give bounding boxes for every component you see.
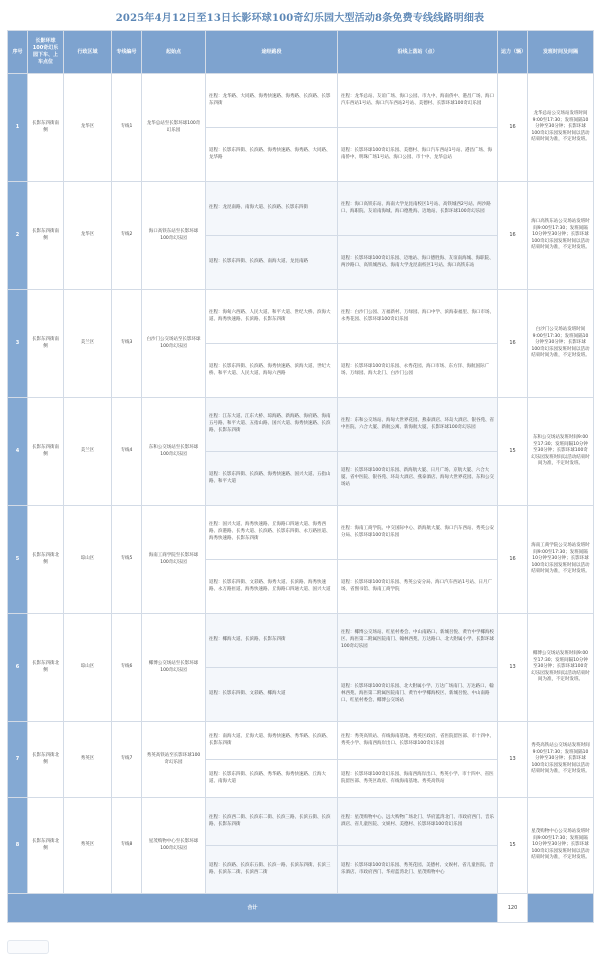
table-row xyxy=(8,798,594,846)
header-route: 途经路段 xyxy=(206,31,338,74)
row-point: 长影东四街北侧 xyxy=(28,506,64,614)
row-district: 美兰区 xyxy=(64,398,112,506)
row-seq: 5 xyxy=(8,506,28,614)
row-out-route: 往程：龙华路、大同路、海秀快速路、海秀路、长滨路、长影东四街 xyxy=(206,74,338,128)
row-time: 海南工商学院公交场站发班时间9:00至17:30；发班间隔10分钟至30分钟；长影环球100奇幻乐园发班时间以活动结束时间为准，不定时发班。 xyxy=(528,506,594,614)
row-point: 长影东四街北侧 xyxy=(28,614,64,722)
row-return-stops: 返程：长影环球100奇幻乐园、新海航大厦、日月广场、京航大厦、六合大厦、省中医院、银谷苑、环岛大酒店、燕泰酒店、海甸大世界花园、东和公交场站 xyxy=(338,452,498,506)
row-seq: 1 xyxy=(8,74,28,182)
row-time: 海口高铁东站公交场站发班时间9:00至17:30；发班间隔10分钟至30分钟；长影环球100奇幻乐园发班时间以活动结束时间为准，不定时发班。 xyxy=(528,182,594,290)
row-start: 东和公交场站至长影环球100奇幻乐园 xyxy=(142,398,206,506)
row-out-route: 往程：江东大道、江东大桥、琼海路、新海路、海府路、海南五号路、和平大道、五指山路、国兴大道、海秀快速路、长滨路、长影东四街 xyxy=(206,398,338,452)
row-return-stops: 返程：长影环球100奇幻乐园、永秀花园、海口市场、东方洋、海航国际广场、万绿园、海大北门、白沙门公园 xyxy=(338,344,498,398)
row-line: 专线7 xyxy=(112,722,142,798)
header-start: 起始点 xyxy=(142,31,206,74)
row-district: 秀英区 xyxy=(64,798,112,894)
header-line: 专线编号 xyxy=(112,31,142,74)
row-time: 星茂购物中心公交场站发班时间9:00至17:30；发班间隔10分钟至30分钟；长影环球100奇幻乐园发班时间以活动结束时间为准，不定时发班。 xyxy=(528,798,594,894)
table-row xyxy=(8,290,594,344)
row-time: 秀英高铁站公交场站发班时间9:00至17:30；发班间隔10分钟至30分钟；长影环球100奇幻乐园发班时间以活动结束时间为准，不定时发班。 xyxy=(528,722,594,798)
row-return-route: 返程：长影东四街、长滨路、海秀快速路、国兴大道、五指山路、和平大道 xyxy=(206,452,338,506)
header-point: 长影环球100奇幻乐园下车、上车点位 xyxy=(28,31,64,74)
row-time: 椰博公交场站发班时间9:00至17:30；发班间隔10分钟至30分钟；长影环球100奇幻乐园发班时间以活动结束时间为准，不定时发班。 xyxy=(528,614,594,722)
row-seq: 4 xyxy=(8,398,28,506)
row-time: 白沙门公交场站发班时间9:00至17:30；发班间隔10分钟至30分钟；长影环球100奇幻乐园发班时间以活动结束时间为准，不定时发班。 xyxy=(528,290,594,398)
row-seq: 2 xyxy=(8,182,28,290)
row-start: 椰博公交场站至长影环球100奇幻乐园 xyxy=(142,614,206,722)
row-line: 专线8 xyxy=(112,798,142,894)
row-seq: 8 xyxy=(8,798,28,894)
row-point: 长影东四街北侧 xyxy=(28,722,64,798)
row-out-stops: 往程：椰博公交场站、红星村委会、中山南路口、新城吾悦、黄竹中学椰海校区、海医第二附属医院南门、翰林西苑、万达路口、北大附属小学、长影环球100奇幻乐园 xyxy=(338,614,498,668)
row-seq: 7 xyxy=(8,722,28,798)
row-start: 龙华总站至长影环球100奇幻乐园 xyxy=(142,74,206,182)
row-out-route: 往程：龙昆南路、南海大道、长滨路、长影东四街 xyxy=(206,182,338,236)
row-point: 长影东四街南侧 xyxy=(28,290,64,398)
table-header-row xyxy=(8,31,594,74)
row-capacity: 13 xyxy=(498,722,528,798)
row-out-stops: 往程：星茂购物中心、远大购物广场北门、华府蓝湾北门、市政府西门、音乐酒店、省儿童医院、文娱村、美德村、长影环球100奇幻乐园 xyxy=(338,798,498,846)
table-row xyxy=(8,182,594,236)
page-indicator xyxy=(7,940,49,954)
row-line: 专线6 xyxy=(112,614,142,722)
row-out-route: 往程：国兴大道、海秀快速路、丘海路口四通大道、海秀西路、滨港路、长秀大道、长滨路、长影东四街、永万路匝道、海秀快速路、长影东四街 xyxy=(206,506,338,560)
row-return-route: 返程：长影东四街、长滨路、海秀快速路、滨海大道、世纪大桥、和平大道、人民大道、海甸六西路 xyxy=(206,344,338,398)
row-line: 专线3 xyxy=(112,290,142,398)
row-return-route: 返程：长影东四街、长滨路、南海大道、龙昆南路 xyxy=(206,236,338,290)
row-return-stops: 返程：长影环球100奇幻乐园、北大附属小学、万达广场南门、万达路口、翰林西苑、海医第二附属医院南门、黄竹中学椰海校区、新城吾悦、中山南路口、红星村委会、椰博公交场站 xyxy=(338,668,498,722)
header-stops: 沿线上落站（点） xyxy=(338,31,498,74)
row-start: 海口高铁东站至长影环球100奇幻乐园 xyxy=(142,182,206,290)
row-return-route: 返程：长滨路、长滨东五街、长滨一路、长滨东四街、长滨三路、长滨东二街、长滨西二街 xyxy=(206,846,338,894)
row-seq: 3 xyxy=(8,290,28,398)
row-point: 长影东四街南侧 xyxy=(28,74,64,182)
row-return-stops: 返程：长影环球100奇幻乐园、秀英花园、美德村、文娱村、省儿童医院、音乐酒店、市政府西门、华府蓝湾北门、星茂购物中心 xyxy=(338,846,498,894)
row-return-route: 返程：长影东四街、文彩路、海秀大道、长滨路、海秀快速路、永万路匝道、海秀快速路、丘海路口四通大道、国兴大道 xyxy=(206,560,338,614)
row-district: 美兰区 xyxy=(64,290,112,398)
row-out-stops: 往程：龙华总站、友谊广场、海口公园、市九中、海南侨中、港昌广场、海口汽车西站1号站、海口汽车西站2号站、美德村、长影环球100奇幻乐园 xyxy=(338,74,498,128)
row-district: 龙华区 xyxy=(64,182,112,290)
total-value: 120 xyxy=(498,894,528,923)
header-capacity: 运力（辆） xyxy=(498,31,528,74)
row-start: 星茂购物中心至长影环球100奇幻乐园 xyxy=(142,798,206,894)
row-out-stops: 往程：秀英高铁站、有线海南基地、秀英区政府、省医院留医部、市十四中、秀英小学、海南西海岸出口、长影环球100奇幻乐园 xyxy=(338,722,498,760)
total-label: 合计 xyxy=(8,894,498,923)
row-district: 琼山区 xyxy=(64,506,112,614)
row-district: 琼山区 xyxy=(64,614,112,722)
row-capacity: 15 xyxy=(498,798,528,894)
route-table xyxy=(7,30,594,923)
row-seq: 6 xyxy=(8,614,28,722)
row-district: 龙华区 xyxy=(64,74,112,182)
table-row xyxy=(8,74,594,128)
row-capacity: 16 xyxy=(498,506,528,614)
table-row xyxy=(8,614,594,668)
row-time: 龙华总站公交场站发班时间9:00至17:30；发班间隔10分钟至30分钟；长影环球100奇幻乐园发班时间以活动结束时间为准，不定时发班。 xyxy=(528,74,594,182)
header-time: 发班时间及间隔 xyxy=(528,31,594,74)
row-point: 长影东四街南侧 xyxy=(28,398,64,506)
row-point: 长影东四街北侧 xyxy=(28,798,64,894)
table-row xyxy=(8,722,594,760)
table-total-row xyxy=(8,894,594,923)
row-out-stops: 往程：白沙门公园、万福新村、万绿园、海口中学、滨海泰福里、海口市场、永秀花园、长影环球100奇幻乐园 xyxy=(338,290,498,344)
row-capacity: 16 xyxy=(498,182,528,290)
page-title: 2025年4月12日至13日长影环球100奇幻乐园大型活动8条免费专线线路明细表 xyxy=(115,13,485,24)
row-capacity: 16 xyxy=(498,290,528,398)
row-out-stops: 往程：海口高铁东站、海南大学龙昆南校区1号站、高铁城西2号站、两沙路口、海职院、友谊南海城、海口德胜海、迈地站、长影环球100奇幻乐园 xyxy=(338,182,498,236)
row-out-stops: 往程：海南工商学院、中交国际中心、新海航大厦、海口汽车西站、秀英公安分局、长影环球100奇幻乐园 xyxy=(338,506,498,560)
total-blank-cell xyxy=(528,894,594,923)
row-return-stops: 返程：长影环球100奇幻乐园、迈地站、海口德胜海、友谊南海城、海职院、两沙路口、高铁城西站、海南大学龙昆南校区1号站、海口高铁东站 xyxy=(338,236,498,290)
row-start: 海南工商学院至长影环球100奇幻乐园 xyxy=(142,506,206,614)
row-district: 秀英区 xyxy=(64,722,112,798)
row-return-stops: 返程：长影环球100奇幻乐园、海南西海岸出口、秀英小学、市十四中、省医院留医部、秀英区政府、有线海南基地、秀英高铁站 xyxy=(338,760,498,798)
row-out-route: 往程：南海大道、丘海大道、海秀快速路、秀华路、长滨路、长影东四街 xyxy=(206,722,338,760)
row-start: 秀英高铁站至长影环球100奇幻乐园 xyxy=(142,722,206,798)
row-line: 专线4 xyxy=(112,398,142,506)
row-return-route: 返程：长影东四街、长滨路、秀华路、海秀快速路、丘海大道、南海大道 xyxy=(206,760,338,798)
header-district: 行政区域 xyxy=(64,31,112,74)
row-line: 专线2 xyxy=(112,182,142,290)
row-point: 长影东四街南侧 xyxy=(28,182,64,290)
row-capacity: 15 xyxy=(498,398,528,506)
table-body xyxy=(8,74,594,923)
table-row xyxy=(8,506,594,560)
row-out-route: 往程：海甸六西路、人民大道、和平大道、世纪大桥、滨海大道、海秀快速路、长滨路、长影东四街 xyxy=(206,290,338,344)
header-seq: 序号 xyxy=(8,31,28,74)
row-return-stops: 返程：长影环球100奇幻乐园、秀英公安分局、海口汽车西站1号站、日月广场、省图书馆、海南工商学院 xyxy=(338,560,498,614)
table-row xyxy=(8,398,594,452)
row-time: 东和公交场站发班时间9:00至17:30；发班间隔10分钟至30分钟；长影环球100奇幻乐园发班时间以活动结束时间为准，不定时发班。 xyxy=(528,398,594,506)
row-line: 专线1 xyxy=(112,74,142,182)
row-capacity: 16 xyxy=(498,74,528,182)
row-capacity: 13 xyxy=(498,614,528,722)
row-line: 专线5 xyxy=(112,506,142,614)
row-return-stops: 返程：长影环球100奇幻乐园、美德村、海口汽车西站1号站、港昌广场、海南侨中、明珠广场1号站、海口公园、市十中、龙华总站 xyxy=(338,128,498,182)
row-start: 白沙门公交场站至长影环球100奇幻乐园 xyxy=(142,290,206,398)
row-return-route: 返程：长影东四街、文彩路、椰海大道 xyxy=(206,668,338,722)
row-out-route: 往程：椰海大道、长滨路、长影东四街 xyxy=(206,614,338,668)
row-out-stops: 往程：东和公交场站、海甸大世界花园、燕泰酒店、环岛大酒店、银谷苑、省中医院、六合大厦、新航公寓、新海航大厦、长影环球100奇幻乐园 xyxy=(338,398,498,452)
row-return-route: 返程：长影东四街、长滨路、海秀快速路、海秀路、大同路、龙华路 xyxy=(206,128,338,182)
row-out-route: 往程：长滨西二街、长滨东二街、长滨三路、长滨五街、长滨路、长影东四街 xyxy=(206,798,338,846)
